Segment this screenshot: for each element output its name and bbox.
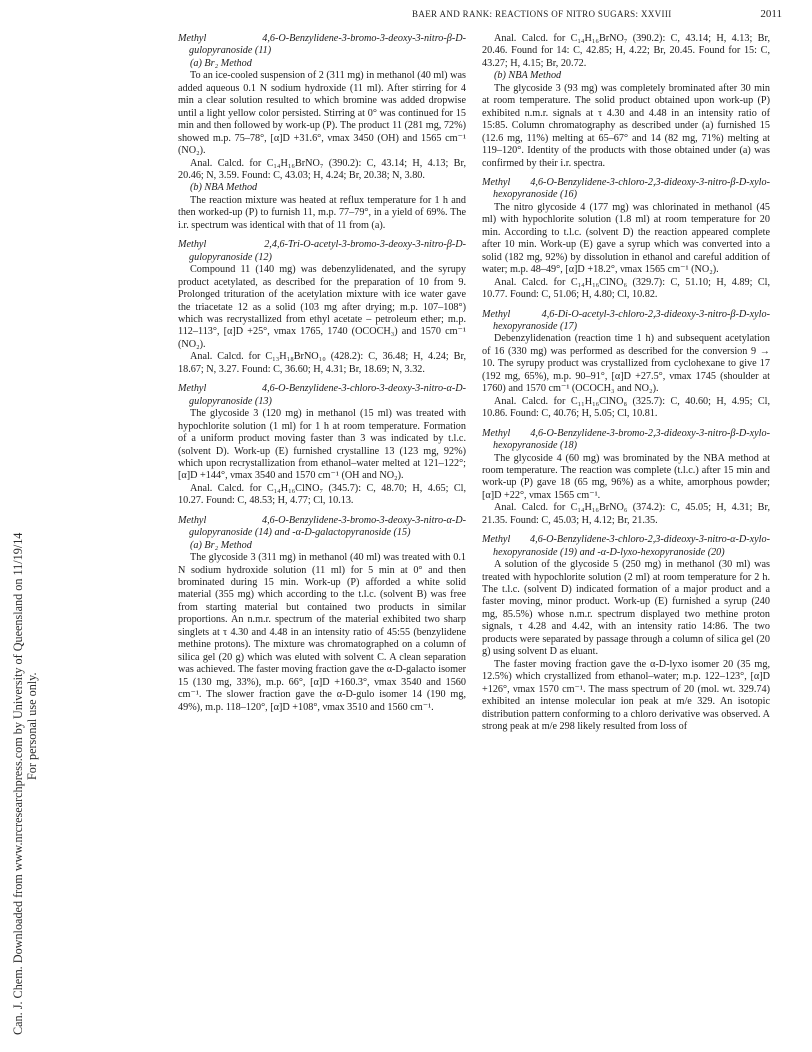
body-paragraph: Anal. Calcd. for C₁₄H₁₆BrNO₇ (390.2): C, 43.14; H, 4.13; Br, 20.46; N, 3.59. Found: C, 43.03; H, 4.24; Br, 20.38; N, 3.80. [178, 157, 466, 181]
section-gap [178, 508, 466, 515]
section-gap [482, 421, 770, 428]
method-subheading: (a) Br₂ Method [190, 57, 252, 69]
page-number: 2011 [760, 8, 782, 20]
section-heading: Methyl 4,6-O-Benzylidene-3-chloro-3-deoxy-3-nitro-α-D-gulopyranoside (13) [178, 383, 466, 407]
side-note-line-2: For personal use only. [25, 672, 39, 780]
body-paragraph: Debenzylidenation (reaction time 1 h) and subsequent acetylation of 16 (330 mg) was performed as described for the conversion 9 → 10. The syrupy product was crystallized from cyclohexane to give 17 (192 mg, 65%), m.p. 90–91°, [α]D +27.5°, νmax 1745 (shoulder at 1760) and 1570 cm⁻¹ (OCOCH₃ and NO₂). [482, 333, 770, 395]
left-column [178, 33, 466, 714]
section-heading: Methyl 4,6-O-Benzylidene-3-chloro-2,3-dideoxy-3-nitro-α-D-xylo-hexopyranoside (19) and -α-D-lyxo-hexopyranoside (20) [482, 534, 770, 558]
body-paragraph: Anal. Calcd. for C₁₄H₁₆ClNO₇ (345.7): C, 48.70; H, 4.65; Cl, 10.27. Found: C, 48.53; H, 4.77; Cl, 10.13. [178, 482, 466, 507]
method-subheading: (a) Br₂ Method [190, 539, 252, 551]
body-paragraph: A solution of the glycoside 5 (250 mg) in methanol (30 ml) was treated with hypochlorite solution (2 ml) at room temperature for 2 h. The t.l.c. (solvent D) indicated formation of a major product and a faster moving, minor product. Work-up (E) furnished a syrup (240 mg, 85.5%) whose n.m.r. spectrum displayed two methine proton signals, τ 4.28 and 4.42, with an intensity ratio 14:86. The two products were separated by passage through a column of silica gel (20 g) using solvent D as eluant. [482, 559, 770, 658]
body-paragraph: Anal. Calcd. for C₁₃H₁₈BrNO₁₀ (428.2): C, 36.48; H, 4.24; Br, 18.67; N, 3.27. Found: C, 36.60; H, 4.31; Br, 18.69; N, 3.32. [178, 351, 466, 375]
body-paragraph: The glycoside 4 (60 mg) was brominated by the NBA method at room temperature. The reaction was complete (t.l.c.) after 15 min and work-up (P) gave 18 (65 mg, 96%) as a white, amorphous powder; [α]D +22°, νmax 1565 cm⁻¹. [482, 452, 770, 501]
section-heading: Methyl 2,4,6-Tri-O-acetyl-3-bromo-3-deoxy-3-nitro-β-D-gulopyranoside (12) [178, 239, 466, 263]
running-title: BAER AND RANK: REACTIONS OF NITRO SUGARS: XXVIII [412, 9, 672, 19]
section-gap [178, 232, 466, 239]
side-note-svg [6, 240, 44, 1040]
section-gap [482, 302, 770, 309]
right-column [482, 33, 770, 733]
side-note-line-1: Can. J. Chem. Downloaded from www.nrcresearchpress.com by University of Queensland on 11/19/14 [11, 532, 25, 1035]
body-paragraph: Anal. Calcd. for C₁₄H₁₆BrNO₇ (390.2): C, 43.14; H, 4.13; Br, 20.46. Found for 14: C, 42.85; H, 4.22; Br, 20.45. Found for 15: C, 43.27; H, 4.15; Br, 20.72. [482, 33, 770, 69]
body-paragraph: Anal. Calcd. for C₁₄H₁₆BrNO₆ (374.2): C, 45.05; H, 4.31; Br, 21.35. Found: C, 45.03; H, 4.12; Br, 21.35. [482, 502, 770, 526]
section-gap [482, 170, 770, 177]
body-paragraph: Anal. Calcd. for C₁₁H₁₆ClNO₈ (325.7): C, 40.60; H, 4.95; Cl, 10.86. Found: C, 40.76; H, 5.05; Cl, 10.81. [482, 395, 770, 420]
method-subheading: (b) NBA Method [494, 70, 562, 82]
section-gap [178, 376, 466, 383]
body-paragraph: The glycoside 3 (120 mg) in methanol (15 ml) was treated with hypochlorite solution (1 ml) for 1 h at room temperature. Formation of a uniform product moving faster than 3 was indicated by t.l.c. (solvent D). Work-up (E) furnished crystalline 13 (123 mg, 92%) which upon recrystallization from ethanol–water melted at 121–122°; [α]D +144°, νmax 3540 and 1570 cm⁻¹ (OH and NO₂). [178, 408, 466, 482]
body-paragraph: Anal. Calcd. for C₁₄H₁₆ClNO₆ (329.7): C, 51.10; H, 4.89; Cl, 10.77. Found: C, 51.06; H, 4.80; Cl, 10.82. [482, 276, 770, 301]
section-heading: Methyl 4,6-O-Benzylidene-3-chloro-2,3-dideoxy-3-nitro-β-D-xylo-hexopyranoside (16) [482, 176, 770, 201]
section-heading: Methyl 4,6-Di-O-acetyl-3-chloro-2,3-dideoxy-3-nitro-β-D-xylo-hexopyranoside (17) [482, 308, 770, 332]
running-header [176, 8, 782, 26]
section-heading: Methyl 4,6-O-Benzylidene-3-bromo-3-deoxy-3-nitro-β-D-gulopyranoside (11) [178, 33, 466, 57]
body-paragraph: Compound 11 (140 mg) was debenzylidenated, and the syrupy product acetylated, as described for the preparation of 10 from 9. Prolonged trituration of the acetylation mixture with ice water gave the triacetate 12 as a solid (103 mg after drying; m.p. 107–108°) which was recrystallized from ethyl acetate – petroleum ether; m.p. 112–113°, [α]D +25°, νmax 1765, 1740 (OCOCH₃) and 1570 cm⁻¹ (NO₂). [178, 264, 466, 350]
download-side-note [6, 240, 44, 1040]
method-subheading: (b) NBA Method [190, 182, 258, 194]
body-paragraph: The glycoside 3 (311 mg) in methanol (40 ml) was treated with 0.1 N sodium hydroxide solution (11 ml) for 5 min at 0° and then brominated during 15 min. Work-up (P) afforded a white solid material (355 mg) which according to the t.l.c. (solvent B) was free from starting material but contained two products in similar proportions. An n.m.r. spectrum of the material exhibited two sharp singlets at τ 4.30 and 4.48 in an intensity ratio of 45:55 (benzylidene methine protons). The mixture was chromatographed on a column of silica gel (20 g) which was eluted with solvent C. A clean separation was achieved. The faster moving fraction gave the α-D-galacto isomer 15 (130 mg, 33%), m.p. 66°, [α]D +160.3°, νmax 3540 and 1560 cm⁻¹. The slower fraction gave the α-D-gulo isomer 14 (190 mg, 49%), m.p. 118–120°, [α]D +108°, νmax 3510 and 1560 cm⁻¹. [178, 552, 466, 713]
body-paragraph: To an ice-cooled suspension of 2 (311 mg) in methanol (40 ml) was added aqueous 0.1 N sodium hydroxide (11 ml). After stirring for 4 min a clear solution resulted to which bromine was added dropwise until a light yellow color persisted. Stirring at 0° was continued for 15 min and then followed by work-up (P). The product 11 (281 mg, 72%) showed m.p. 75–78°, [α]D +31.6°, νmax 3450 (OH) and 1565 cm⁻¹ (NO₂). [178, 70, 466, 157]
body-paragraph: The nitro glycoside 4 (177 mg) was chlorinated in methanol (45 ml) with hypochlorite solution (1.8 ml) at room temperature for 20 min. According to t.l.c. (solvent D) the reaction appeared complete after 10 min. Work-up (E) gave a syrup which was converted into a solid (182 mg, 92%) by dissolution in ethanol and careful addition of water; m.p. 48–49°, [α]D +18.2°, νmax 1565 cm⁻¹ (NO₂). [482, 201, 770, 276]
body-paragraph: The reaction mixture was heated at reflux temperature for 1 h and then worked-up (P) to furnish 11, m.p. 77–79°, in a yield of 69%. The i.r. spectrum was identical with that of 11 from (a). [178, 194, 466, 231]
body-paragraph: The faster moving fraction gave the α-D-lyxo isomer 20 (35 mg, 12.5%) which crystallized from ethanol–water; m.p. 122–123°, [α]D +126°, νmax 1570 cm⁻¹. The mass spectrum of 20 (mol. wt. 329.74) exhibited an intense molecular ion peak at m/e 329. An isotopic distribution pattern conforming to a chloro derivative was observed. A strong peak at m/e 298 likely resulted from loss of [482, 658, 770, 733]
section-heading: Methyl 4,6-O-Benzylidene-3-bromo-3-deoxy-3-nitro-α-D-gulopyranoside (14) and -α-D-galactopyranoside (15) [178, 514, 466, 539]
section-gap [482, 527, 770, 534]
section-heading: Methyl 4,6-O-Benzylidene-3-bromo-2,3-dideoxy-3-nitro-β-D-xylo-hexopyranoside (18) [482, 427, 770, 452]
body-paragraph: The glycoside 3 (93 mg) was completely brominated after 30 min at room temperature. The solid product obtained upon work-up (P) exhibited n.m.r. signals at τ 4.30 and 4.48 in an intensity ratio of 15:85. Column chromatography as described under (a) furnished 15 (12.6 mg, 11%) melting at 65–67° and 14 (82 mg, 71%) melting at 119–120°. Identity of the products with those obtained under (a) was confirmed by their i.r. spectra. [482, 82, 770, 169]
